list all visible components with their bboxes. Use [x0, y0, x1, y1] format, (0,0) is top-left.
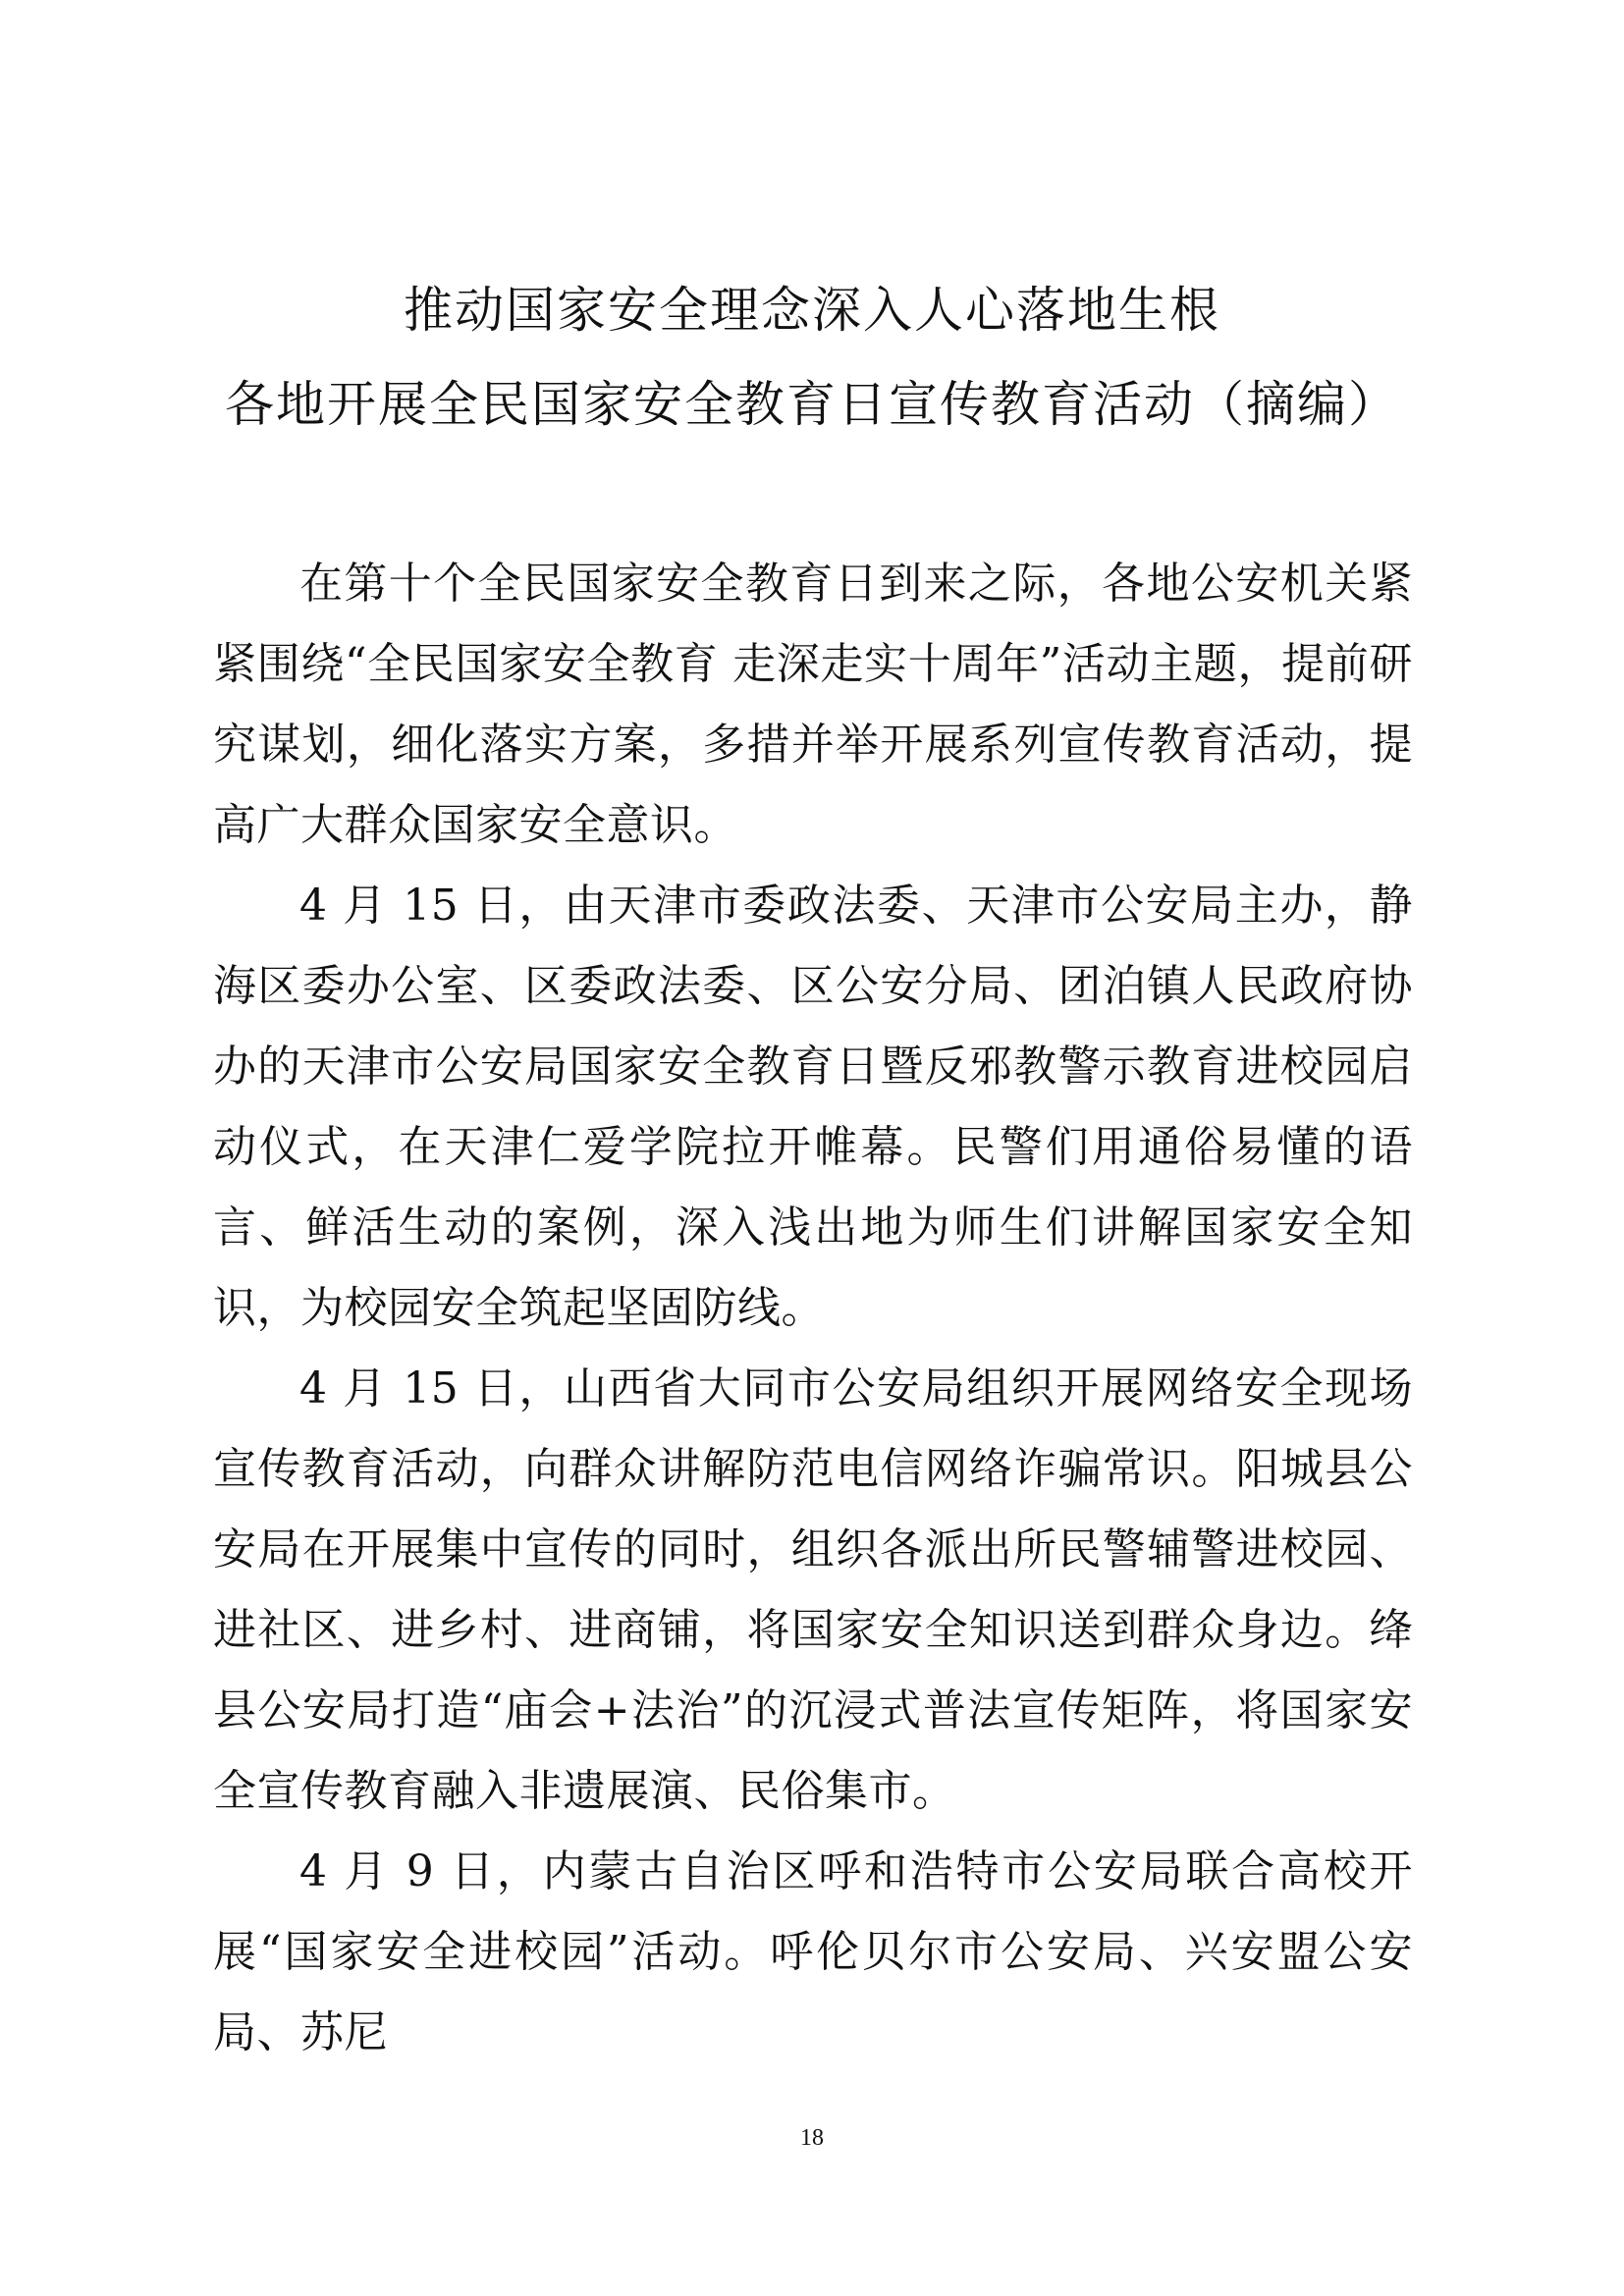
title-line-1: 推动国家安全理念深入人心落地生根: [404, 282, 1220, 339]
paragraph-intro: 在第十个全民国家安全教育日到来之际，各地公安机关紧紧围绕“全民国家安全教育 走深走实十周年”活动主题，提前研究谋划，细化落实方案，多措并举开展系列宣传教育活动，提高广大群众国家安全意识。: [213, 559, 1413, 850]
paragraph-tianjin: 4 月 15 日，由天津市委政法委、天津市公安局主办，静海区委办公室、区委政法委、区公安分局、团泊镇人民政府协办的天津市公安局国家安全教育日暨反邪教警示教育进校园启动仪式，在天津仁爱学院拉开帷幕。民警们用通俗易懂的语言、鲜活生动的案例，深入浅出地为师生们讲解国家安全知识，为校园安全筑起坚固防线。: [213, 881, 1413, 1333]
page-number: 18: [800, 2125, 824, 2151]
title-line-2: 各地开展全民国家安全教育日宣传教育活动（摘编）: [225, 376, 1399, 433]
document-body: [213, 544, 1413, 2073]
paragraph-shanxi: 4 月 15 日，山西省大同市公安局组织开展网络安全现场宣传教育活动，向群众讲解防范电信网络诈骗常识。阳城县公安局在开展集中宣传的同时，组织各派出所民警辅警进校园、进社区、进乡村、进商铺，将国家安全知识送到群众身边。绛县公安局打造“庙会+法治”的沉浸式普法宣传矩阵，将国家安全宣传教育融入非遗展演、民俗集市。: [213, 1363, 1413, 1816]
document-title: [0, 263, 1624, 452]
paragraph-inner-mongolia: 4 月 9 日，内蒙古自治区呼和浩特市公安局联合高校开展“国家安全进校园”活动。呼伦贝尔市公安局、兴安盟公安局、苏尼: [213, 1846, 1413, 2057]
